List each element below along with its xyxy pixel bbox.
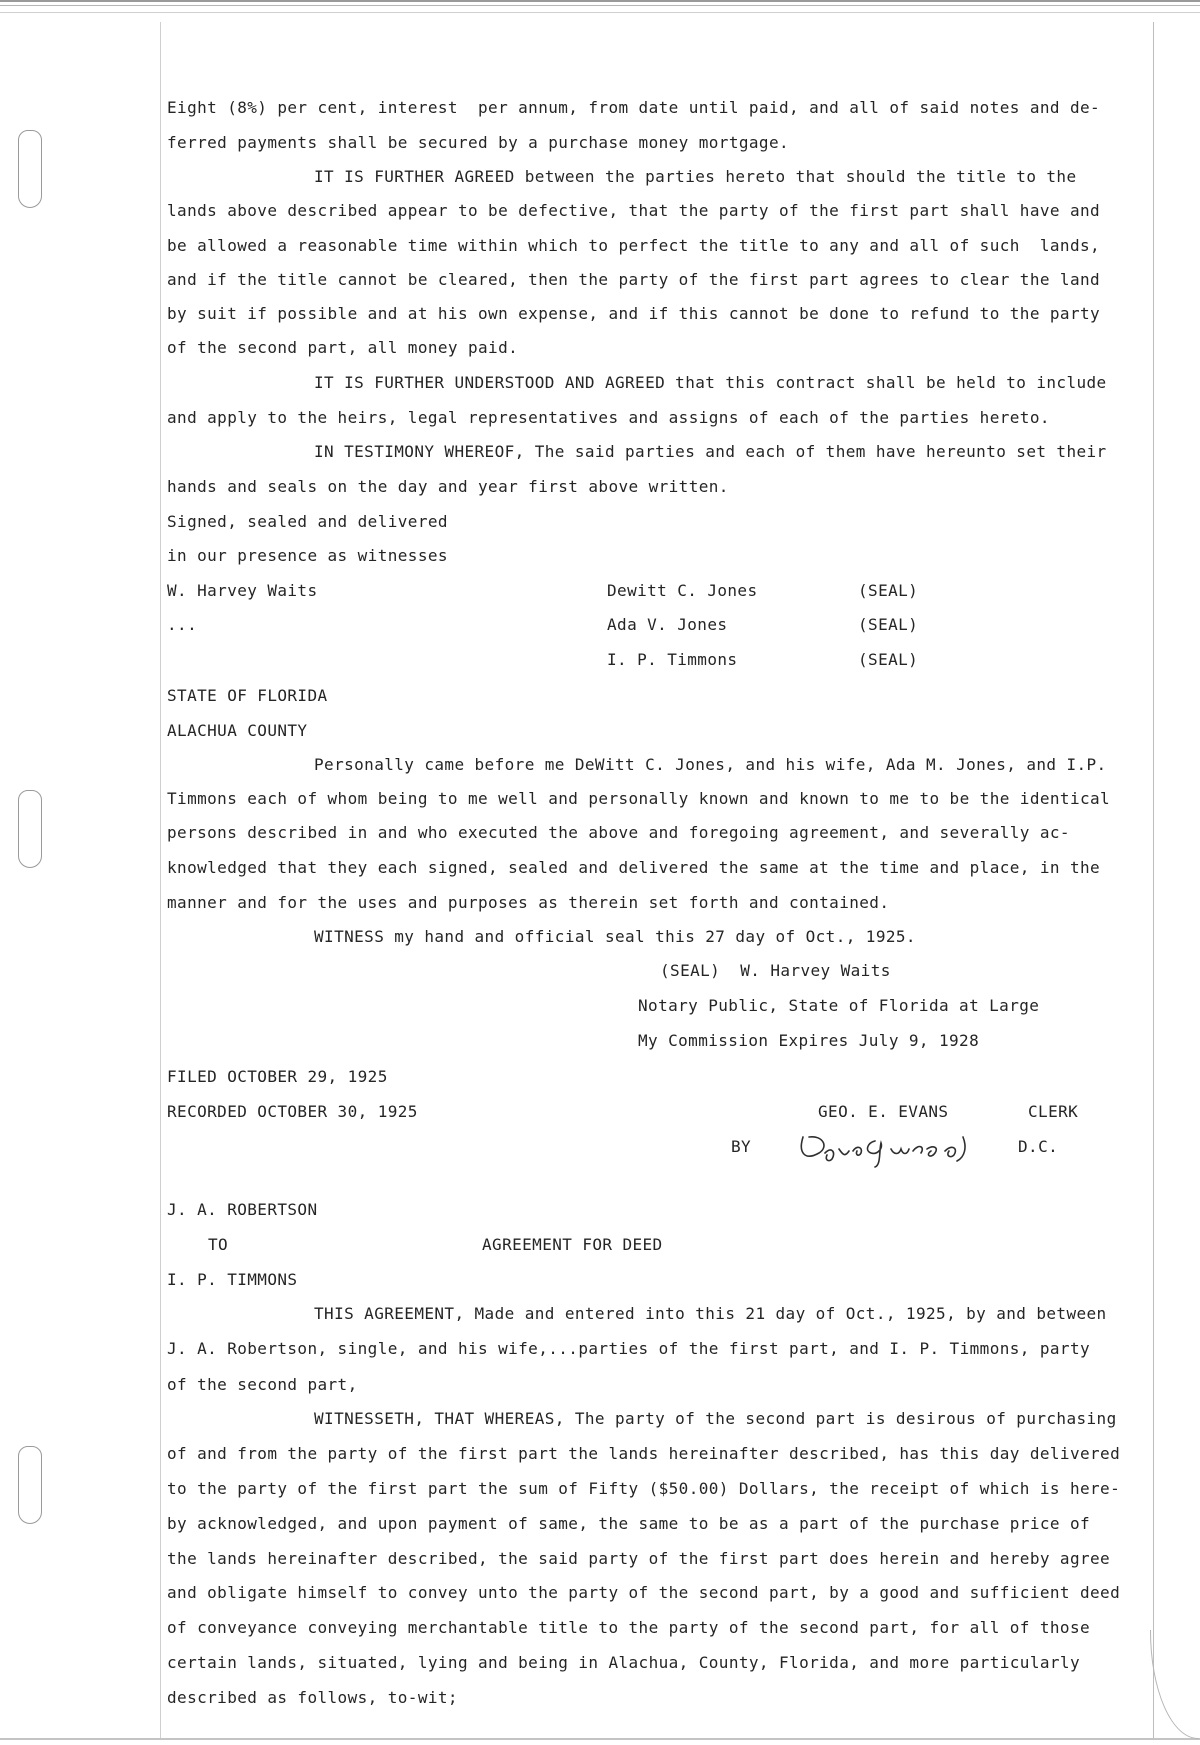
text-line: ferred payments shall be secured by a purchase money mortgage. bbox=[167, 133, 790, 152]
by-label: BY bbox=[731, 1137, 752, 1156]
page-bottom-border bbox=[0, 1738, 1200, 1740]
document-title: AGREEMENT FOR DEED bbox=[482, 1235, 663, 1254]
text-line: of conveyance conveying merchantable title to the party of the second part, for all of those bbox=[167, 1618, 1091, 1637]
text-line: Personally came before me DeWitt C. Jones, and his wife, Ada M. Jones, and I.P. bbox=[314, 755, 1107, 774]
text-line: by acknowledged, and upon payment of same, the same to be as a part of the purchase price of bbox=[167, 1514, 1091, 1533]
seal-mark: (SEAL) bbox=[858, 650, 919, 669]
text-line: THIS AGREEMENT, Made and entered into this 21 day of Oct., 1925, by and between bbox=[314, 1304, 1107, 1323]
text-line: knowledged that they each signed, sealed and delivered the same at the time and place, in the bbox=[167, 858, 1101, 877]
witness-name: ... bbox=[167, 615, 198, 634]
text-line: hands and seals on the day and year first above written. bbox=[167, 477, 729, 496]
text-line: manner and for the uses and purposes as therein set forth and contained. bbox=[167, 893, 890, 912]
binder-hole-middle bbox=[18, 790, 42, 868]
clerk-name: GEO. E. EVANS bbox=[818, 1102, 949, 1121]
filed-date: FILED OCTOBER 29, 1925 bbox=[167, 1067, 388, 1086]
text-line: of and from the party of the first part the lands hereinafter described, has this day delivered bbox=[167, 1444, 1121, 1463]
text-line: be allowed a reasonable time within which to perfect the title to any and all of such lands, bbox=[167, 236, 1101, 255]
text-line: IT IS FURTHER UNDERSTOOD AND AGREED that this contract shall be held to include bbox=[314, 373, 1107, 392]
text-line: IT IS FURTHER AGREED between the parties hereto that should the title to the bbox=[314, 167, 1077, 186]
text-line: Signed, sealed and delivered bbox=[167, 512, 448, 531]
text-line: and obligate himself to convey unto the party of the second part, by a good and sufficient deed bbox=[167, 1583, 1121, 1602]
deputy-signature bbox=[795, 1127, 995, 1169]
text-line: in our presence as witnesses bbox=[167, 546, 448, 565]
recorded-date: RECORDED OCTOBER 30, 1925 bbox=[167, 1102, 418, 1121]
witness-name: W. Harvey Waits bbox=[167, 581, 318, 600]
to-heading: TO bbox=[208, 1235, 229, 1254]
party-two-heading: I. P. TIMMONS bbox=[167, 1270, 298, 1289]
text-line: by suit if possible and at his own expense, and if this cannot be done to refund to the party bbox=[167, 304, 1101, 323]
text-line: the lands hereinafter described, the said party of the first part does herein and hereby agree bbox=[167, 1549, 1111, 1568]
left-margin-rule bbox=[160, 22, 161, 1738]
text-line: certain lands, situated, lying and being in Alachua, County, Florida, and more particularly bbox=[167, 1653, 1080, 1672]
page-right-edge bbox=[1153, 22, 1154, 1738]
party-one-heading: J. A. ROBERTSON bbox=[167, 1200, 318, 1219]
clerk-title: CLERK bbox=[1028, 1102, 1079, 1121]
seal-mark: (SEAL) bbox=[858, 581, 919, 600]
page-top-border bbox=[0, 0, 1200, 22]
page-curl bbox=[1150, 1630, 1199, 1739]
text-line: and if the title cannot be cleared, then the party of the first part agrees to clear the land bbox=[167, 270, 1101, 289]
text-line: to the party of the first part the sum of Fifty ($50.00) Dollars, the receipt of which is here- bbox=[167, 1479, 1121, 1498]
witness-line: WITNESS my hand and official seal this 27 day of Oct., 1925. bbox=[314, 927, 916, 946]
binder-hole-bottom bbox=[18, 1446, 42, 1524]
text-line: and apply to the heirs, legal representatives and assigns of each of the parties hereto. bbox=[167, 408, 1050, 427]
deputy-clerk-label: D.C. bbox=[1018, 1137, 1059, 1156]
signer-name: Ada V. Jones bbox=[607, 615, 728, 634]
seal-mark: (SEAL) bbox=[858, 615, 919, 634]
text-line: IN TESTIMONY WHEREOF, The said parties and each of them have hereunto set their bbox=[314, 442, 1107, 461]
text-line: Timmons each of whom being to me well and personally known and known to me to be the identical bbox=[167, 789, 1111, 808]
notary-line: My Commission Expires July 9, 1928 bbox=[638, 1031, 980, 1050]
text-line: J. A. Robertson, single, and his wife,...parties of the first part, and I. P. Timmons, party bbox=[167, 1339, 1091, 1358]
text-line: persons described in and who executed the above and foregoing agreement, and severally ac- bbox=[167, 823, 1070, 842]
text-line: of the second part, bbox=[167, 1375, 358, 1394]
notary-line: Notary Public, State of Florida at Large bbox=[638, 996, 1040, 1015]
state-heading: STATE OF FLORIDA bbox=[167, 686, 328, 705]
signer-name: I. P. Timmons bbox=[607, 650, 738, 669]
text-line: WITNESSETH, THAT WHEREAS, The party of the second part is desirous of purchasing bbox=[314, 1409, 1117, 1428]
binder-hole-top bbox=[18, 130, 42, 208]
text-line: lands above described appear to be defective, that the party of the first part shall have and bbox=[167, 201, 1101, 220]
county-heading: ALACHUA COUNTY bbox=[167, 721, 308, 740]
text-line: described as follows, to-wit; bbox=[167, 1688, 458, 1707]
text-line: of the second part, all money paid. bbox=[167, 338, 519, 357]
notary-line: (SEAL) W. Harvey Waits bbox=[660, 961, 891, 980]
signer-name: Dewitt C. Jones bbox=[607, 581, 758, 600]
text-line: Eight (8%) per cent, interest per annum, from date until paid, and all of said notes and de- bbox=[167, 98, 1101, 117]
